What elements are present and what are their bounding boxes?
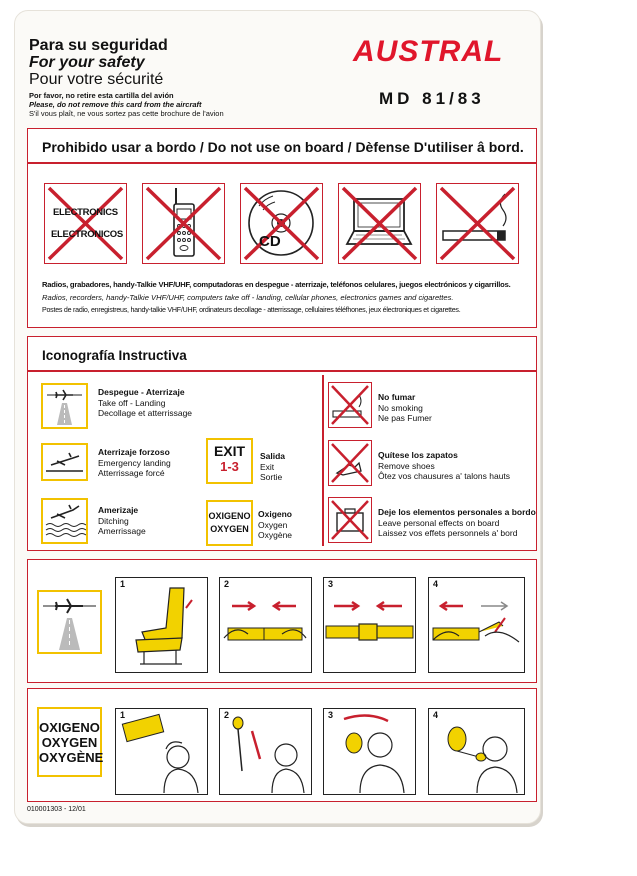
note-en: Please, do not remove this card from the aircraft bbox=[29, 100, 202, 109]
takeoff-landing-icon bbox=[41, 383, 88, 429]
cd-label: CD bbox=[259, 233, 281, 250]
oxygen-badge: OXIGENO OXYGEN bbox=[206, 500, 253, 546]
prohibited-text-es: Radios, grabadores, handy-Talkie VHF/UHF, computadoras en despegue - aterrizaje, teléfonos celulares, juegos electrónicos y cigarrillos. bbox=[42, 280, 511, 289]
note-fr: S'il vous plaît, ne vous sortez pas cette brochure de l'avion bbox=[29, 109, 224, 118]
remove-shoes-label: Quítese los zapatos Remove shoes Ôtez vos chausures a' talons hauts bbox=[378, 450, 511, 481]
iconography-heading: Iconografía Instructiva bbox=[42, 348, 187, 363]
remove-shoes-icon bbox=[328, 440, 372, 486]
title-fr: Pour votre sécurité bbox=[29, 71, 164, 88]
title-en: For your safety bbox=[29, 54, 145, 71]
cellphone-icon bbox=[142, 183, 225, 264]
aircraft-model: MD 81/83 bbox=[379, 89, 485, 108]
takeoff-landing-icon bbox=[37, 590, 102, 654]
seatbelt-step-3: 3 bbox=[323, 577, 416, 673]
cigarette-icon bbox=[436, 183, 519, 264]
divider bbox=[28, 370, 536, 372]
iconography-panel bbox=[27, 336, 537, 551]
no-smoking-icon bbox=[328, 382, 372, 428]
seatbelt-step-1: 1 bbox=[115, 577, 208, 673]
ditching-label: Amerizaje Ditching Amerrissage bbox=[98, 505, 146, 536]
exit-badge: EXIT 1-3 bbox=[206, 438, 253, 484]
seatbelt-panel bbox=[27, 559, 537, 683]
title-es: Para su seguridad bbox=[29, 37, 168, 54]
cd-icon bbox=[240, 183, 323, 264]
oxygen-panel bbox=[27, 688, 537, 802]
emergency-landing-label: Aterrizaje forzoso Emergency landing Atterrissage forcé bbox=[98, 447, 171, 478]
oxygen-step-2: 2 bbox=[219, 708, 312, 795]
brand-logo: AUSTRAL bbox=[353, 35, 504, 68]
personal-effects-icon bbox=[328, 497, 372, 543]
seatbelt-step-4: 4 bbox=[428, 577, 525, 673]
exit-label: Salida Exit Sortie bbox=[260, 451, 286, 482]
electronics-icon bbox=[44, 183, 127, 264]
safety-card bbox=[14, 10, 541, 824]
prohibited-heading: Prohibido usar a bordo / Do not use on board / Dèfense D'utiliser â bord. bbox=[42, 139, 524, 155]
prohibited-panel bbox=[27, 128, 537, 328]
oxygen-badge-large: OXIGENO OXYGEN OXYGÈNE bbox=[37, 707, 102, 777]
laptop-icon bbox=[338, 183, 421, 264]
prohibited-text-en: Radios, recorders, handy-Talkie VHF/UHF, computers take off - landing, cellular phones, electronics games and cigarettes. bbox=[42, 293, 454, 302]
column-divider bbox=[322, 375, 324, 546]
no-smoking-label: No fumar No smoking Ne pas Fumer bbox=[378, 392, 432, 423]
seatbelt-step-2: 2 bbox=[219, 577, 312, 673]
personal-effects-label: Deje los elementos personales a bordo Leave personal effects on board Laissez vos effets personnels a' bord bbox=[378, 507, 536, 538]
ditching-icon bbox=[41, 498, 88, 544]
oxygen-step-4: 4 bbox=[428, 708, 525, 795]
card-code: 010001303 - 12/01 bbox=[27, 806, 86, 813]
oxygen-step-1: 1 bbox=[115, 708, 208, 795]
emergency-landing-icon bbox=[41, 443, 88, 481]
oxygen-label: Oxigeno Oxygen Oxygène bbox=[258, 509, 293, 540]
divider bbox=[28, 162, 536, 164]
note-es: Por favor, no retire esta cartilla del avión bbox=[29, 91, 174, 100]
takeoff-label: Despegue - Aterrizaje Take off - Landing Decollage et atterrissage bbox=[98, 387, 193, 418]
electronicos-label: ELECTRONICOS bbox=[51, 229, 123, 240]
electronics-label: ELECTRONICS bbox=[53, 207, 118, 218]
oxygen-step-3: 3 bbox=[323, 708, 416, 795]
prohibited-text-fr: Postes de radio, enregistreus, handy-talkie VHF/UHF, ordinateurs decollage - atterrissage, cellulaires téléfhones, jeux électroniques et cigarettes. bbox=[42, 306, 461, 314]
